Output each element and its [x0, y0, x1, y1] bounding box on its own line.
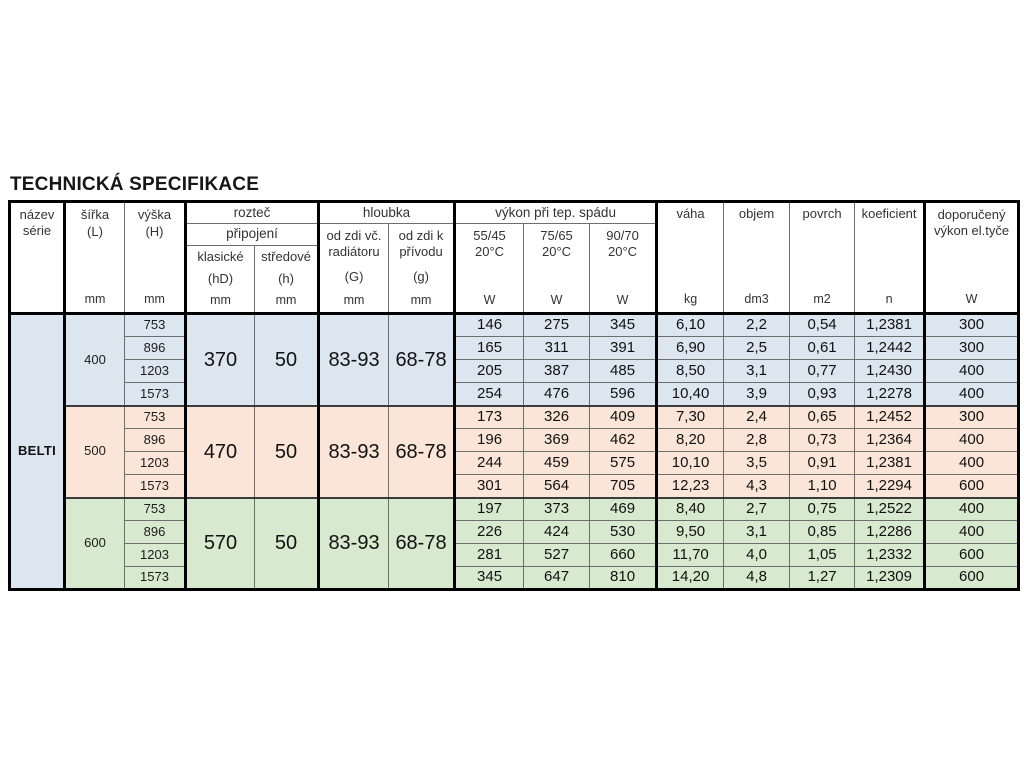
- cell-p55: 345: [455, 567, 524, 590]
- cell-objem: 2,8: [724, 429, 790, 452]
- cell-objem: 2,5: [724, 337, 790, 360]
- cell-dop: 400: [925, 383, 1019, 406]
- cell-povrch: 0,61: [790, 337, 855, 360]
- cell-dop: 300: [925, 314, 1019, 337]
- cell-koef: 1,2522: [855, 498, 925, 521]
- cell-p75: 424: [524, 521, 590, 544]
- cell-vaha: 8,50: [657, 360, 724, 383]
- header-g-unit: mm: [343, 292, 365, 307]
- cell-dop: 600: [925, 475, 1019, 498]
- cell-p75: 387: [524, 360, 590, 383]
- cell-hloubka-g2: 68-78: [389, 498, 455, 590]
- cell-p55: 244: [455, 452, 524, 475]
- table-row: [10, 475, 1019, 498]
- header-7565-line2: 20°C: [542, 244, 572, 260]
- cell-p75: 459: [524, 452, 590, 475]
- cell-koef: 1,2309: [855, 567, 925, 590]
- header-nazev-serie: [10, 202, 65, 314]
- cell-vyska: 753: [125, 406, 186, 429]
- cell-koef: 1,2286: [855, 521, 925, 544]
- cell-dop: 300: [925, 337, 1019, 360]
- table-row: [10, 360, 1019, 383]
- cell-p75: 527: [524, 544, 590, 567]
- cell-vaha: 14,20: [657, 567, 724, 590]
- header-g2-sub: (g): [413, 269, 429, 285]
- cell-vyska: 1573: [125, 475, 186, 498]
- cell-p55: 196: [455, 429, 524, 452]
- cell-vaha: 8,20: [657, 429, 724, 452]
- header-7565: [524, 224, 590, 314]
- cell-p90: 530: [590, 521, 657, 544]
- cell-vyska: 1203: [125, 452, 186, 475]
- header-sirka: [65, 202, 125, 314]
- cell-vaha: 10,40: [657, 383, 724, 406]
- cell-objem: 3,1: [724, 360, 790, 383]
- cell-p90: 469: [590, 498, 657, 521]
- cell-p90: 810: [590, 567, 657, 590]
- cell-povrch: 0,54: [790, 314, 855, 337]
- header-objem-label: objem: [738, 206, 775, 221]
- cell-p90: 660: [590, 544, 657, 567]
- cell-dop: 400: [925, 521, 1019, 544]
- header-pripojeni: připojení: [186, 224, 319, 246]
- cell-objem: 4,0: [724, 544, 790, 567]
- header-objem: [724, 202, 790, 314]
- header-klasicke-label: klasické: [197, 248, 244, 264]
- cell-dop: 400: [925, 452, 1019, 475]
- cell-p55: 301: [455, 475, 524, 498]
- header-klasicke-sub: (hD): [207, 270, 234, 286]
- cell-koef: 1,2332: [855, 544, 925, 567]
- cell-vaha: 8,40: [657, 498, 724, 521]
- cell-p90: 485: [590, 360, 657, 383]
- cell-klasicke: 370: [186, 314, 255, 406]
- cell-povrch: 1,05: [790, 544, 855, 567]
- cell-objem: 2,7: [724, 498, 790, 521]
- table-row: [10, 337, 1019, 360]
- cell-vyska: 896: [125, 429, 186, 452]
- cell-vaha: 12,23: [657, 475, 724, 498]
- header-stredove-label: středové: [261, 248, 311, 264]
- cell-p55: 205: [455, 360, 524, 383]
- cell-koef: 1,2381: [855, 452, 925, 475]
- header-koeficient: [855, 202, 925, 314]
- cell-dop: 600: [925, 567, 1019, 590]
- table-row: [10, 383, 1019, 406]
- cell-povrch: 0,91: [790, 452, 855, 475]
- header-row-1: [10, 202, 1019, 224]
- cell-vaha: 6,90: [657, 337, 724, 360]
- header-g-line1: od zdi vč.: [326, 227, 382, 243]
- cell-objem: 4,8: [724, 567, 790, 590]
- cell-vyska: 753: [125, 314, 186, 337]
- header-vaha-unit: kg: [683, 292, 698, 307]
- table-row: [10, 498, 1019, 521]
- table-row: [10, 406, 1019, 429]
- cell-p90: 575: [590, 452, 657, 475]
- table-row: [10, 429, 1019, 452]
- cell-povrch: 0,93: [790, 383, 855, 406]
- cell-koef: 1,2442: [855, 337, 925, 360]
- cell-sirka: 500: [65, 406, 125, 498]
- header-sirka-label: šířka: [80, 207, 110, 222]
- header-povrch-label: povrch: [802, 206, 842, 221]
- header-objem-unit: dm3: [744, 292, 769, 307]
- header-9070-line1: 90/70: [606, 227, 639, 243]
- cell-stredove: 50: [255, 406, 319, 498]
- cell-povrch: 1,27: [790, 567, 855, 590]
- cell-vyska: 896: [125, 521, 186, 544]
- header-sirka-unit: mm: [84, 292, 106, 307]
- header-vyska-label: výška: [137, 207, 172, 222]
- cell-p55: 254: [455, 383, 524, 406]
- header-vykon: výkon při tep. spádu: [455, 202, 657, 224]
- cell-vaha: 10,10: [657, 452, 724, 475]
- cell-dop: 400: [925, 429, 1019, 452]
- cell-povrch: 1,10: [790, 475, 855, 498]
- header-roztec: rozteč: [186, 202, 319, 224]
- cell-koef: 1,2452: [855, 406, 925, 429]
- header-g2-line2: přívodu: [399, 244, 443, 260]
- page-title: TECHNICKÁ SPECIFIKACE: [10, 174, 260, 195]
- cell-vyska: 753: [125, 498, 186, 521]
- cell-dop: 300: [925, 406, 1019, 429]
- cell-klasicke: 470: [186, 406, 255, 498]
- header-5545: [455, 224, 524, 314]
- header-5545-line1: 55/45: [473, 227, 506, 243]
- cell-p55: 197: [455, 498, 524, 521]
- header-sirka-sub: (L): [87, 223, 103, 239]
- cell-vyska: 1573: [125, 383, 186, 406]
- cell-p55: 146: [455, 314, 524, 337]
- cell-povrch: 0,73: [790, 429, 855, 452]
- cell-hloubka-g2: 68-78: [389, 314, 455, 406]
- cell-p90: 705: [590, 475, 657, 498]
- cell-p55: 226: [455, 521, 524, 544]
- header-klasicke: [186, 246, 255, 314]
- cell-p55: 165: [455, 337, 524, 360]
- cell-vyska: 1203: [125, 360, 186, 383]
- cell-p75: 647: [524, 567, 590, 590]
- cell-objem: 2,4: [724, 406, 790, 429]
- header-stredove-unit: mm: [275, 292, 297, 307]
- cell-objem: 2,2: [724, 314, 790, 337]
- header-9070-unit: W: [616, 292, 629, 307]
- header-g2-line1: od zdi k: [398, 227, 444, 243]
- cell-povrch: 0,65: [790, 406, 855, 429]
- cell-vaha: 11,70: [657, 544, 724, 567]
- cell-p90: 596: [590, 383, 657, 406]
- cell-p90: 462: [590, 429, 657, 452]
- cell-povrch: 0,75: [790, 498, 855, 521]
- cell-hloubka-g: 83-93: [319, 406, 389, 498]
- spec-table: [8, 200, 1020, 591]
- table-row: [10, 521, 1019, 544]
- header-koeficient-label: koeficient: [861, 206, 917, 221]
- header-klasicke-unit: mm: [210, 292, 231, 307]
- header-g-line2: radiátoru: [328, 244, 380, 260]
- header-9070: [590, 224, 657, 314]
- header-vyska-unit: mm: [144, 292, 165, 307]
- header-stredove-sub: (h): [278, 270, 294, 286]
- cell-povrch: 0,77: [790, 360, 855, 383]
- cell-p75: 476: [524, 383, 590, 406]
- cell-sirka: 600: [65, 498, 125, 590]
- cell-objem: 4,3: [724, 475, 790, 498]
- table-row: [10, 567, 1019, 590]
- header-7565-unit: W: [550, 292, 563, 307]
- header-g2-unit: mm: [410, 292, 432, 307]
- header-vyska: [125, 202, 186, 314]
- cell-p55: 173: [455, 406, 524, 429]
- cell-p75: 275: [524, 314, 590, 337]
- header-doporuceny: [925, 202, 1019, 314]
- header-7565-line1: 75/65: [540, 227, 573, 243]
- header-5545-unit: W: [483, 292, 496, 307]
- header-g-sub: (G): [344, 269, 364, 285]
- table-row: [10, 452, 1019, 475]
- header-od-zdi-radiatoru: [319, 224, 389, 314]
- cell-klasicke: 570: [186, 498, 255, 590]
- header-koeficient-unit: n: [885, 292, 893, 307]
- cell-stredove: 50: [255, 498, 319, 590]
- cell-p90: 391: [590, 337, 657, 360]
- cell-p75: 311: [524, 337, 590, 360]
- header-doporuceny-label: doporučený výkon el.tyče: [933, 207, 1010, 239]
- cell-p75: 369: [524, 429, 590, 452]
- cell-series-name: BELTI: [10, 314, 65, 590]
- cell-objem: 3,9: [724, 383, 790, 406]
- cell-sirka: 400: [65, 314, 125, 406]
- header-5545-line2: 20°C: [475, 244, 505, 260]
- header-doporuceny-unit: W: [965, 292, 978, 307]
- cell-hloubka-g2: 68-78: [389, 406, 455, 498]
- cell-koef: 1,2381: [855, 314, 925, 337]
- cell-vaha: 9,50: [657, 521, 724, 544]
- header-povrch-unit: m2: [813, 292, 831, 307]
- cell-hloubka-g: 83-93: [319, 498, 389, 590]
- cell-vyska: 1203: [125, 544, 186, 567]
- cell-p75: 326: [524, 406, 590, 429]
- header-vaha-label: váha: [676, 206, 705, 221]
- cell-vyska: 1573: [125, 567, 186, 590]
- cell-stredove: 50: [255, 314, 319, 406]
- table-row: [10, 314, 1019, 337]
- header-stredove: [255, 246, 319, 314]
- cell-p75: 373: [524, 498, 590, 521]
- cell-dop: 400: [925, 360, 1019, 383]
- cell-vaha: 6,10: [657, 314, 724, 337]
- cell-dop: 400: [925, 498, 1019, 521]
- cell-objem: 3,5: [724, 452, 790, 475]
- header-od-zdi-privodu: [389, 224, 455, 314]
- header-vaha: [657, 202, 724, 314]
- header-vyska-sub: (H): [145, 223, 164, 239]
- cell-p75: 564: [524, 475, 590, 498]
- cell-vaha: 7,30: [657, 406, 724, 429]
- cell-vyska: 896: [125, 337, 186, 360]
- cell-koef: 1,2294: [855, 475, 925, 498]
- table-row: [10, 544, 1019, 567]
- header-hloubka: hloubka: [319, 202, 455, 224]
- cell-dop: 600: [925, 544, 1019, 567]
- cell-p90: 345: [590, 314, 657, 337]
- header-9070-line2: 20°C: [608, 244, 638, 260]
- cell-povrch: 0,85: [790, 521, 855, 544]
- cell-p90: 409: [590, 406, 657, 429]
- cell-objem: 3,1: [724, 521, 790, 544]
- cell-p55: 281: [455, 544, 524, 567]
- cell-koef: 1,2430: [855, 360, 925, 383]
- cell-koef: 1,2278: [855, 383, 925, 406]
- cell-koef: 1,2364: [855, 429, 925, 452]
- header-nazev-label: název série: [19, 207, 55, 239]
- cell-hloubka-g: 83-93: [319, 314, 389, 406]
- header-povrch: [790, 202, 855, 314]
